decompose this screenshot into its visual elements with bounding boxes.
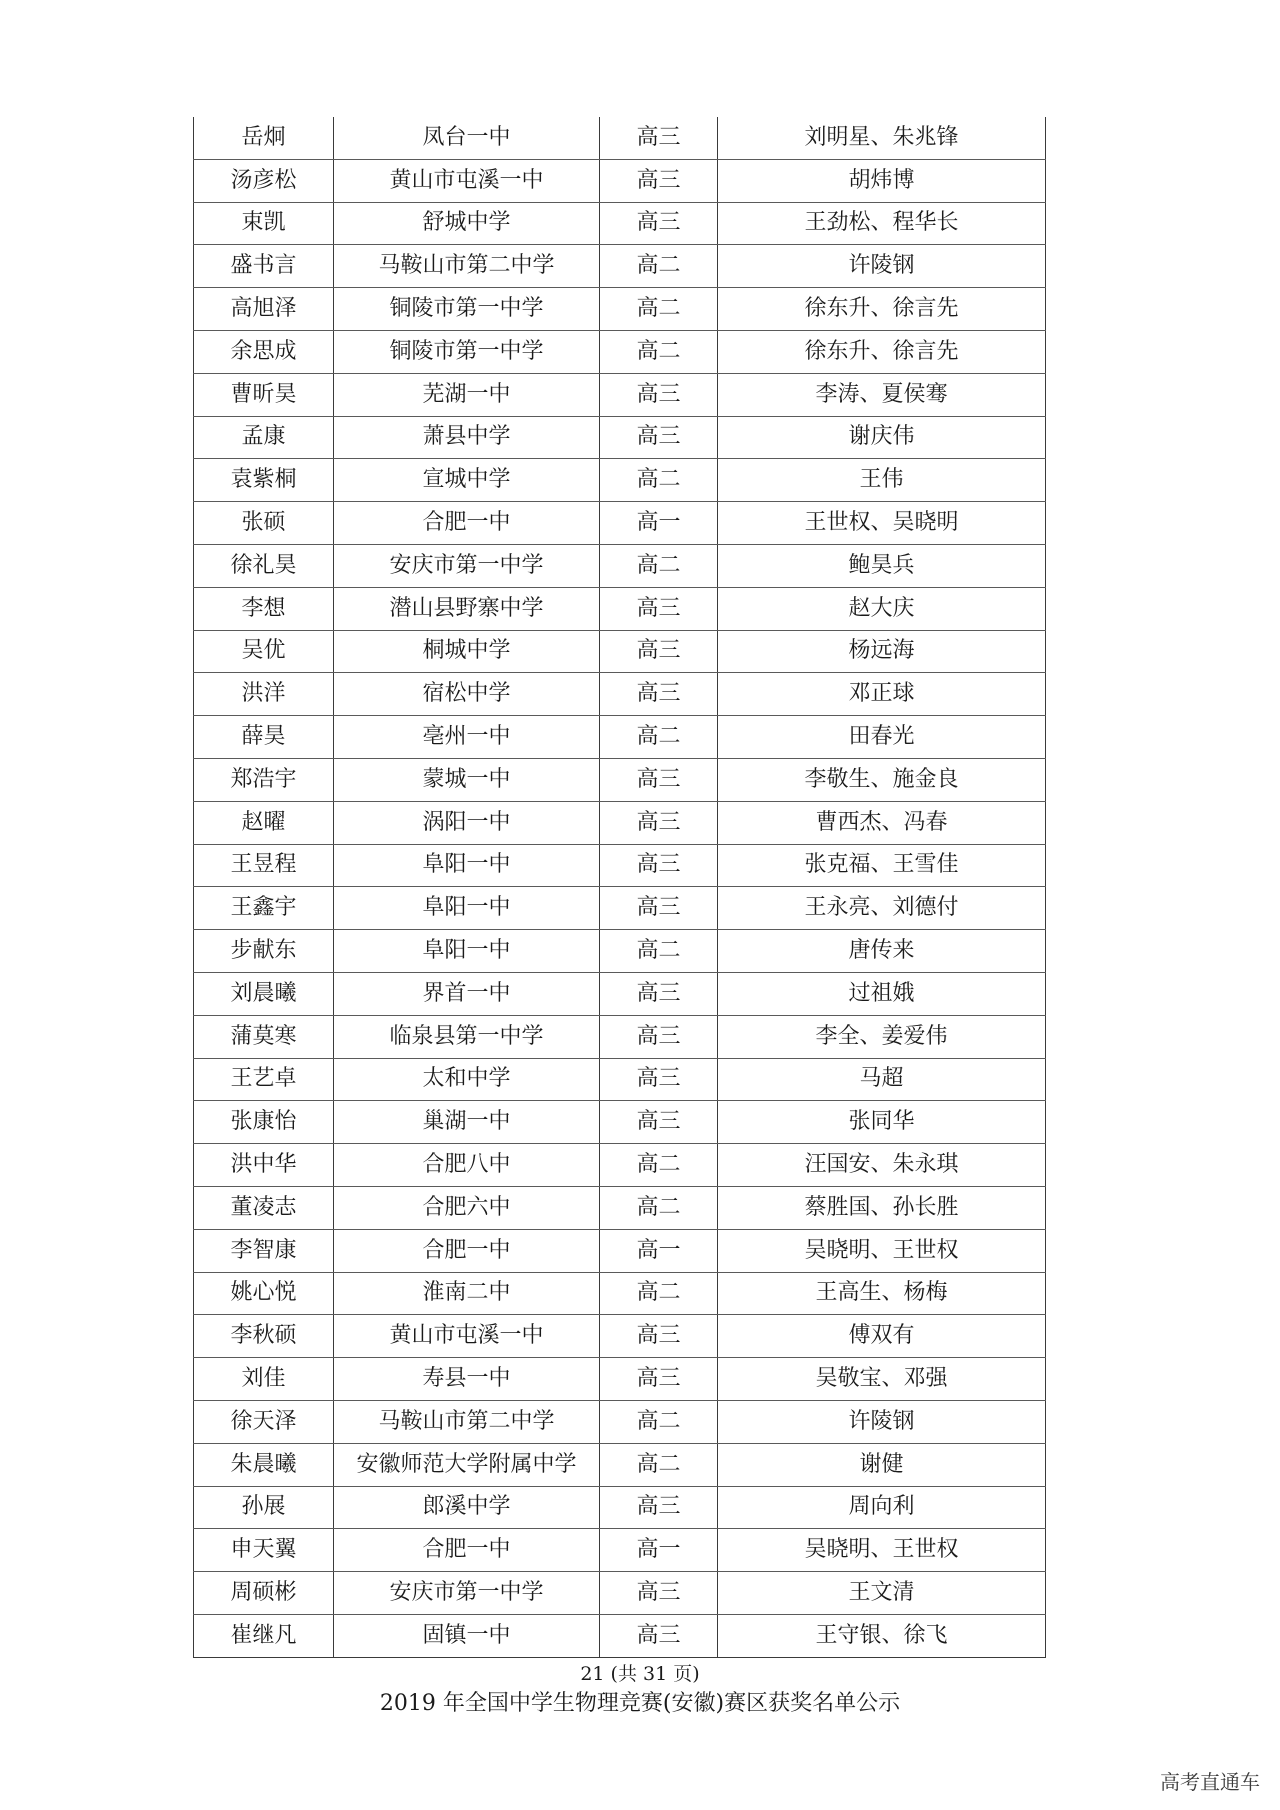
school-cell: 安徽师范大学附属中学 [334,1443,600,1486]
student-name-cell: 刘佳 [194,1358,334,1401]
student-name-cell: 徐天泽 [194,1400,334,1443]
coach-cell: 邓正球 [718,673,1046,716]
grade-cell: 高三 [600,1572,718,1615]
coach-cell: 王文清 [718,1572,1046,1615]
grade-cell: 高一 [600,1229,718,1272]
grade-cell: 高三 [600,887,718,930]
table-row [194,1315,1046,1358]
student-name-cell: 汤彦松 [194,159,334,202]
student-name-cell: 张硕 [194,502,334,545]
coach-cell: 傅双有 [718,1315,1046,1358]
table-row [194,930,1046,973]
grade-cell: 高二 [600,544,718,587]
grade-cell: 高二 [600,1186,718,1229]
grade-cell: 高三 [600,416,718,459]
school-cell: 马鞍山市第二中学 [334,1400,600,1443]
grade-cell: 高三 [600,1358,718,1401]
coach-cell: 王守银、徐飞 [718,1614,1046,1657]
school-cell: 合肥一中 [334,1229,600,1272]
table-row [194,673,1046,716]
grade-cell: 高三 [600,159,718,202]
grade-cell: 高三 [600,1058,718,1101]
table-row [194,1400,1046,1443]
coach-cell: 谢健 [718,1443,1046,1486]
coach-cell: 王高生、杨梅 [718,1272,1046,1315]
student-name-cell: 郑浩宇 [194,758,334,801]
coach-cell: 王劲松、程华长 [718,202,1046,245]
student-name-cell: 步献东 [194,930,334,973]
school-cell: 宿松中学 [334,673,600,716]
student-name-cell: 李想 [194,587,334,630]
grade-cell: 高一 [600,502,718,545]
student-name-cell: 曹昕昊 [194,373,334,416]
school-cell: 芜湖一中 [334,373,600,416]
table-row [194,159,1046,202]
grade-cell: 高三 [600,117,718,159]
student-name-cell: 束凯 [194,202,334,245]
table-row [194,972,1046,1015]
student-name-cell: 周硕彬 [194,1572,334,1615]
student-name-cell: 李智康 [194,1229,334,1272]
coach-cell: 王伟 [718,459,1046,502]
coach-cell: 马超 [718,1058,1046,1101]
grade-cell: 高三 [600,844,718,887]
grade-cell: 高三 [600,1015,718,1058]
coach-cell: 周向利 [718,1486,1046,1529]
coach-cell: 刘明星、朱兆锋 [718,117,1046,159]
school-cell: 萧县中学 [334,416,600,459]
student-name-cell: 洪洋 [194,673,334,716]
school-cell: 合肥一中 [334,502,600,545]
coach-cell: 李全、姜爱伟 [718,1015,1046,1058]
school-cell: 巢湖一中 [334,1101,600,1144]
table-row [194,758,1046,801]
table-row [194,1572,1046,1615]
coach-cell: 张克福、王雪佳 [718,844,1046,887]
student-name-cell: 孙展 [194,1486,334,1529]
table-row [194,1144,1046,1187]
grade-cell: 高三 [600,1486,718,1529]
table-row [194,1443,1046,1486]
coach-cell: 鲍昊兵 [718,544,1046,587]
student-name-cell: 高旭泽 [194,288,334,331]
table-row [194,630,1046,673]
grade-cell: 高三 [600,202,718,245]
coach-cell: 吴敬宝、邓强 [718,1358,1046,1401]
table-row [194,1486,1046,1529]
table-row [194,245,1046,288]
student-name-cell: 李秋硕 [194,1315,334,1358]
student-name-cell: 薛昊 [194,716,334,759]
table-row [194,1101,1046,1144]
school-cell: 铜陵市第一中学 [334,330,600,373]
coach-cell: 吴晓明、王世权 [718,1229,1046,1272]
coach-cell: 谢庆伟 [718,416,1046,459]
table-row [194,1358,1046,1401]
school-cell: 太和中学 [334,1058,600,1101]
grade-cell: 高二 [600,1443,718,1486]
coach-cell: 曹西杰、冯春 [718,801,1046,844]
student-name-cell: 崔继凡 [194,1614,334,1657]
coach-cell: 王永亮、刘德付 [718,887,1046,930]
grade-cell: 高一 [600,1529,718,1572]
grade-cell: 高三 [600,373,718,416]
student-name-cell: 盛书言 [194,245,334,288]
table-row [194,1272,1046,1315]
grade-cell: 高三 [600,1101,718,1144]
student-name-cell: 董凌志 [194,1186,334,1229]
student-name-cell: 刘晨曦 [194,972,334,1015]
grade-cell: 高三 [600,630,718,673]
grade-cell: 高二 [600,288,718,331]
school-cell: 桐城中学 [334,630,600,673]
school-cell: 界首一中 [334,972,600,1015]
table-row [194,1229,1046,1272]
student-name-cell: 朱晨曦 [194,1443,334,1486]
student-name-cell: 蒲莫寒 [194,1015,334,1058]
school-cell: 铜陵市第一中学 [334,288,600,331]
grade-cell: 高三 [600,1614,718,1657]
school-cell: 固镇一中 [334,1614,600,1657]
school-cell: 涡阳一中 [334,801,600,844]
school-cell: 安庆市第一中学 [334,1572,600,1615]
grade-cell: 高二 [600,1400,718,1443]
grade-cell: 高三 [600,673,718,716]
school-cell: 合肥一中 [334,1529,600,1572]
coach-cell: 许陵钢 [718,1400,1046,1443]
school-cell: 安庆市第一中学 [334,544,600,587]
school-cell: 淮南二中 [334,1272,600,1315]
coach-cell: 汪国安、朱永琪 [718,1144,1046,1187]
table-row [194,117,1046,159]
student-name-cell: 姚心悦 [194,1272,334,1315]
school-cell: 郎溪中学 [334,1486,600,1529]
school-cell: 阜阳一中 [334,930,600,973]
table-row [194,1186,1046,1229]
grade-cell: 高二 [600,245,718,288]
table-row [194,459,1046,502]
grade-cell: 高三 [600,587,718,630]
grade-cell: 高二 [600,1144,718,1187]
table-row [194,373,1046,416]
school-cell: 宣城中学 [334,459,600,502]
table-row [194,1015,1046,1058]
coach-cell: 许陵钢 [718,245,1046,288]
table-row [194,587,1046,630]
student-name-cell: 徐礼昊 [194,544,334,587]
coach-cell: 吴晓明、王世权 [718,1529,1046,1572]
school-cell: 阜阳一中 [334,844,600,887]
student-name-cell: 孟康 [194,416,334,459]
grade-cell: 高三 [600,801,718,844]
school-cell: 亳州一中 [334,716,600,759]
grade-cell: 高三 [600,758,718,801]
table-row [194,544,1046,587]
page-number: 21 (共 31 页) [580,1663,700,1685]
school-cell: 临泉县第一中学 [334,1015,600,1058]
table-row [194,1529,1046,1572]
table-row [194,801,1046,844]
grade-cell: 高三 [600,1315,718,1358]
table-row [194,202,1046,245]
grade-cell: 高三 [600,972,718,1015]
coach-cell: 蔡胜国、孙长胜 [718,1186,1046,1229]
school-cell: 舒城中学 [334,202,600,245]
grade-cell: 高二 [600,716,718,759]
student-name-cell: 吴优 [194,630,334,673]
school-cell: 蒙城一中 [334,758,600,801]
grade-cell: 高二 [600,930,718,973]
student-name-cell: 赵曜 [194,801,334,844]
table-row [194,502,1046,545]
document-title: 2019 年全国中学生物理竞赛(安徽)赛区获奖名单公示 [379,1691,901,1716]
table-row [194,716,1046,759]
table-row [194,844,1046,887]
coach-cell: 田春光 [718,716,1046,759]
grade-cell: 高二 [600,459,718,502]
award-list-table [193,117,1046,1658]
school-cell: 阜阳一中 [334,887,600,930]
student-name-cell: 袁紫桐 [194,459,334,502]
school-cell: 潜山县野寨中学 [334,587,600,630]
coach-cell: 李敬生、施金良 [718,758,1046,801]
student-name-cell: 王昱程 [194,844,334,887]
school-cell: 凤台一中 [334,117,600,159]
student-name-cell: 王鑫宇 [194,887,334,930]
table-row [194,288,1046,331]
coach-cell: 王世权、吴晓明 [718,502,1046,545]
school-cell: 黄山市屯溪一中 [334,1315,600,1358]
school-cell: 合肥八中 [334,1144,600,1187]
grade-cell: 高二 [600,330,718,373]
student-name-cell: 余思成 [194,330,334,373]
grade-cell: 高二 [600,1272,718,1315]
coach-cell: 李涛、夏侯骞 [718,373,1046,416]
table-row [194,1058,1046,1101]
table-row [194,330,1046,373]
coach-cell: 胡炜博 [718,159,1046,202]
table-row [194,416,1046,459]
coach-cell: 唐传来 [718,930,1046,973]
table-row [194,887,1046,930]
award-list-table-body [194,117,1046,1657]
coach-cell: 徐东升、徐言先 [718,330,1046,373]
student-name-cell: 王艺卓 [194,1058,334,1101]
coach-cell: 过祖娥 [718,972,1046,1015]
school-cell: 黄山市屯溪一中 [334,159,600,202]
student-name-cell: 洪中华 [194,1144,334,1187]
table-row [194,1614,1046,1657]
watermark: 高考直通车 [1160,1770,1260,1794]
student-name-cell: 岳炯 [194,117,334,159]
coach-cell: 赵大庆 [718,587,1046,630]
coach-cell: 杨远海 [718,630,1046,673]
student-name-cell: 申天翼 [194,1529,334,1572]
school-cell: 马鞍山市第二中学 [334,245,600,288]
student-name-cell: 张康怡 [194,1101,334,1144]
coach-cell: 徐东升、徐言先 [718,288,1046,331]
school-cell: 寿县一中 [334,1358,600,1401]
coach-cell: 张同华 [718,1101,1046,1144]
school-cell: 合肥六中 [334,1186,600,1229]
